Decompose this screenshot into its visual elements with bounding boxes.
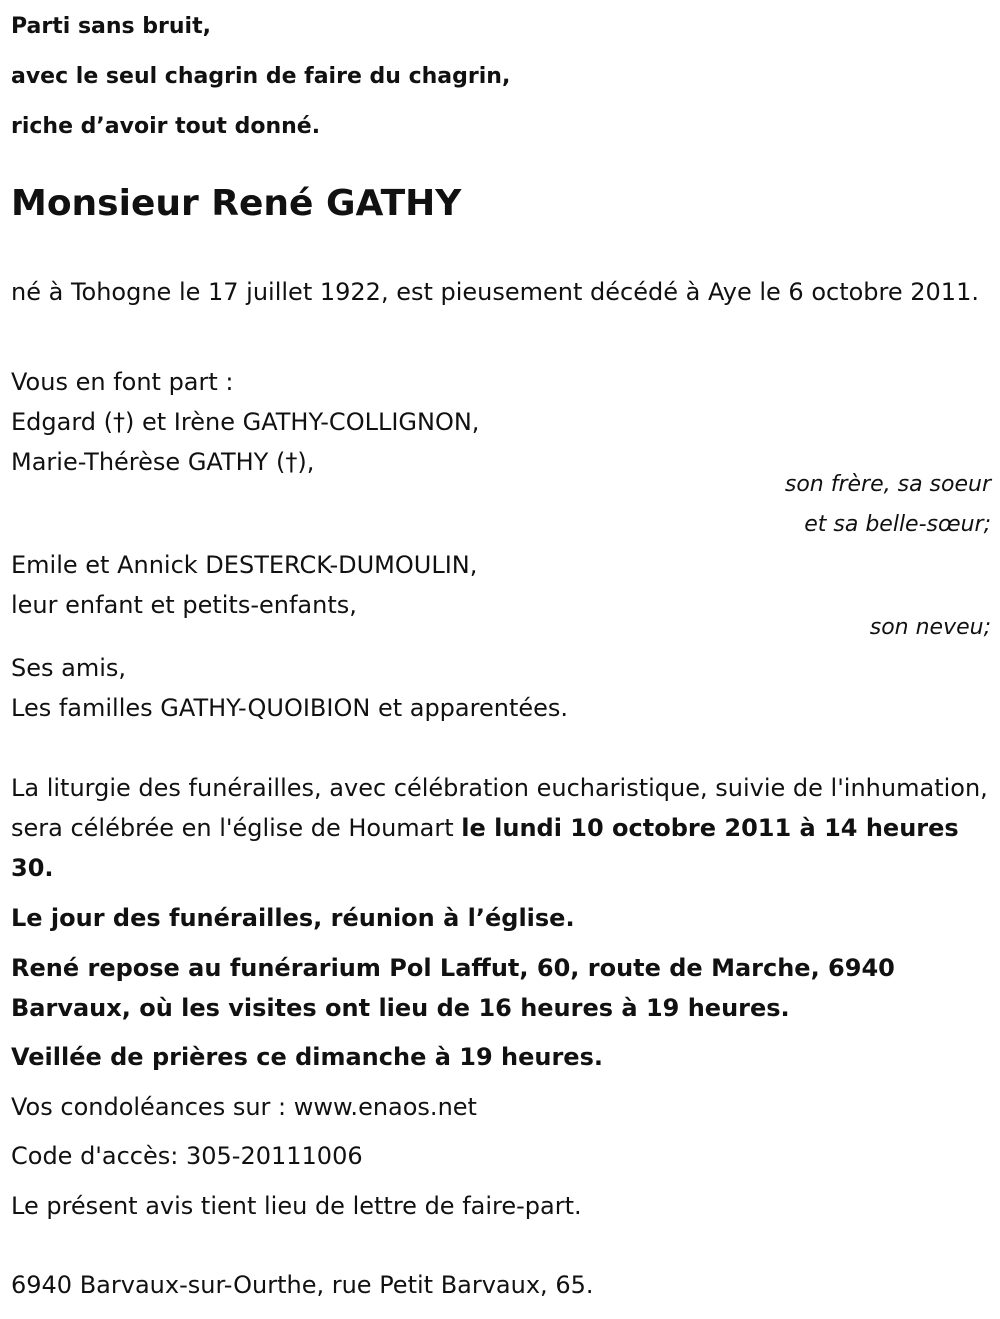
- verse-block: [11, 0, 991, 152]
- verse-line-1: Parti sans bruit,: [11, 14, 211, 39]
- liturgy-text: [11, 768, 991, 888]
- family-line-1: Edgard (†) et Irène GATHY-COLLIGNON,: [11, 408, 480, 436]
- family-line-2: Marie-Thérèse GATHY (†),: [11, 448, 315, 476]
- access-code: Code d'accès: 305-20111006: [11, 1142, 363, 1170]
- relation-nephew: son neveu;: [869, 615, 991, 640]
- address: 6940 Barvaux-sur-Ourthe, rue Petit Barvaux, 65.: [11, 1271, 594, 1299]
- family-line-6: Les familles GATHY-QUOIBION et apparentées.: [11, 694, 569, 722]
- relation-sister-in-law: et sa belle-sœur;: [804, 512, 991, 537]
- reunion-text: Le jour des funérailles, réunion à l’église.: [11, 904, 575, 932]
- birth-death-text: né à Tohogne le 17 juillet 1922, est pieusement décédé à Aye le 6 octobre 2011.: [11, 278, 979, 306]
- verse-line-3: riche d’avoir tout donné.: [11, 114, 321, 139]
- notice-text: Le présent avis tient lieu de lettre de faire-part.: [11, 1192, 582, 1220]
- family-intro: Vous en font part :: [11, 368, 234, 396]
- deceased-name: Monsieur René GATHY: [11, 183, 462, 224]
- liturgy-datetime: le lundi 10 octobre 2011 à 14 heures 30.: [11, 814, 959, 882]
- vigil-text: Veillée de prières ce dimanche à 19 heures.: [11, 1043, 603, 1071]
- repose-text: René repose au funérarium Pol Laffut, 60, route de Marche, 6940 Barvaux, où les visites ont lieu de 16 heures à 19 heures.: [11, 954, 895, 1022]
- family-line-5: Ses amis,: [11, 654, 127, 682]
- condolences-website: Vos condoléances sur : www.enaos.net: [11, 1093, 477, 1121]
- relation-sibling: son frère, sa soeur: [784, 472, 991, 497]
- liturgy-plain: La liturgie des funérailles, avec célébration eucharistique, suivie de l'inhumation, sera célébrée en l'église de Houmart: [11, 774, 988, 842]
- verse-line-2: avec le seul chagrin de faire du chagrin,: [11, 64, 511, 89]
- family-line-3: Emile et Annick DESTERCK-DUMOULIN,: [11, 551, 478, 579]
- family-line-4: leur enfant et petits-enfants,: [11, 591, 357, 619]
